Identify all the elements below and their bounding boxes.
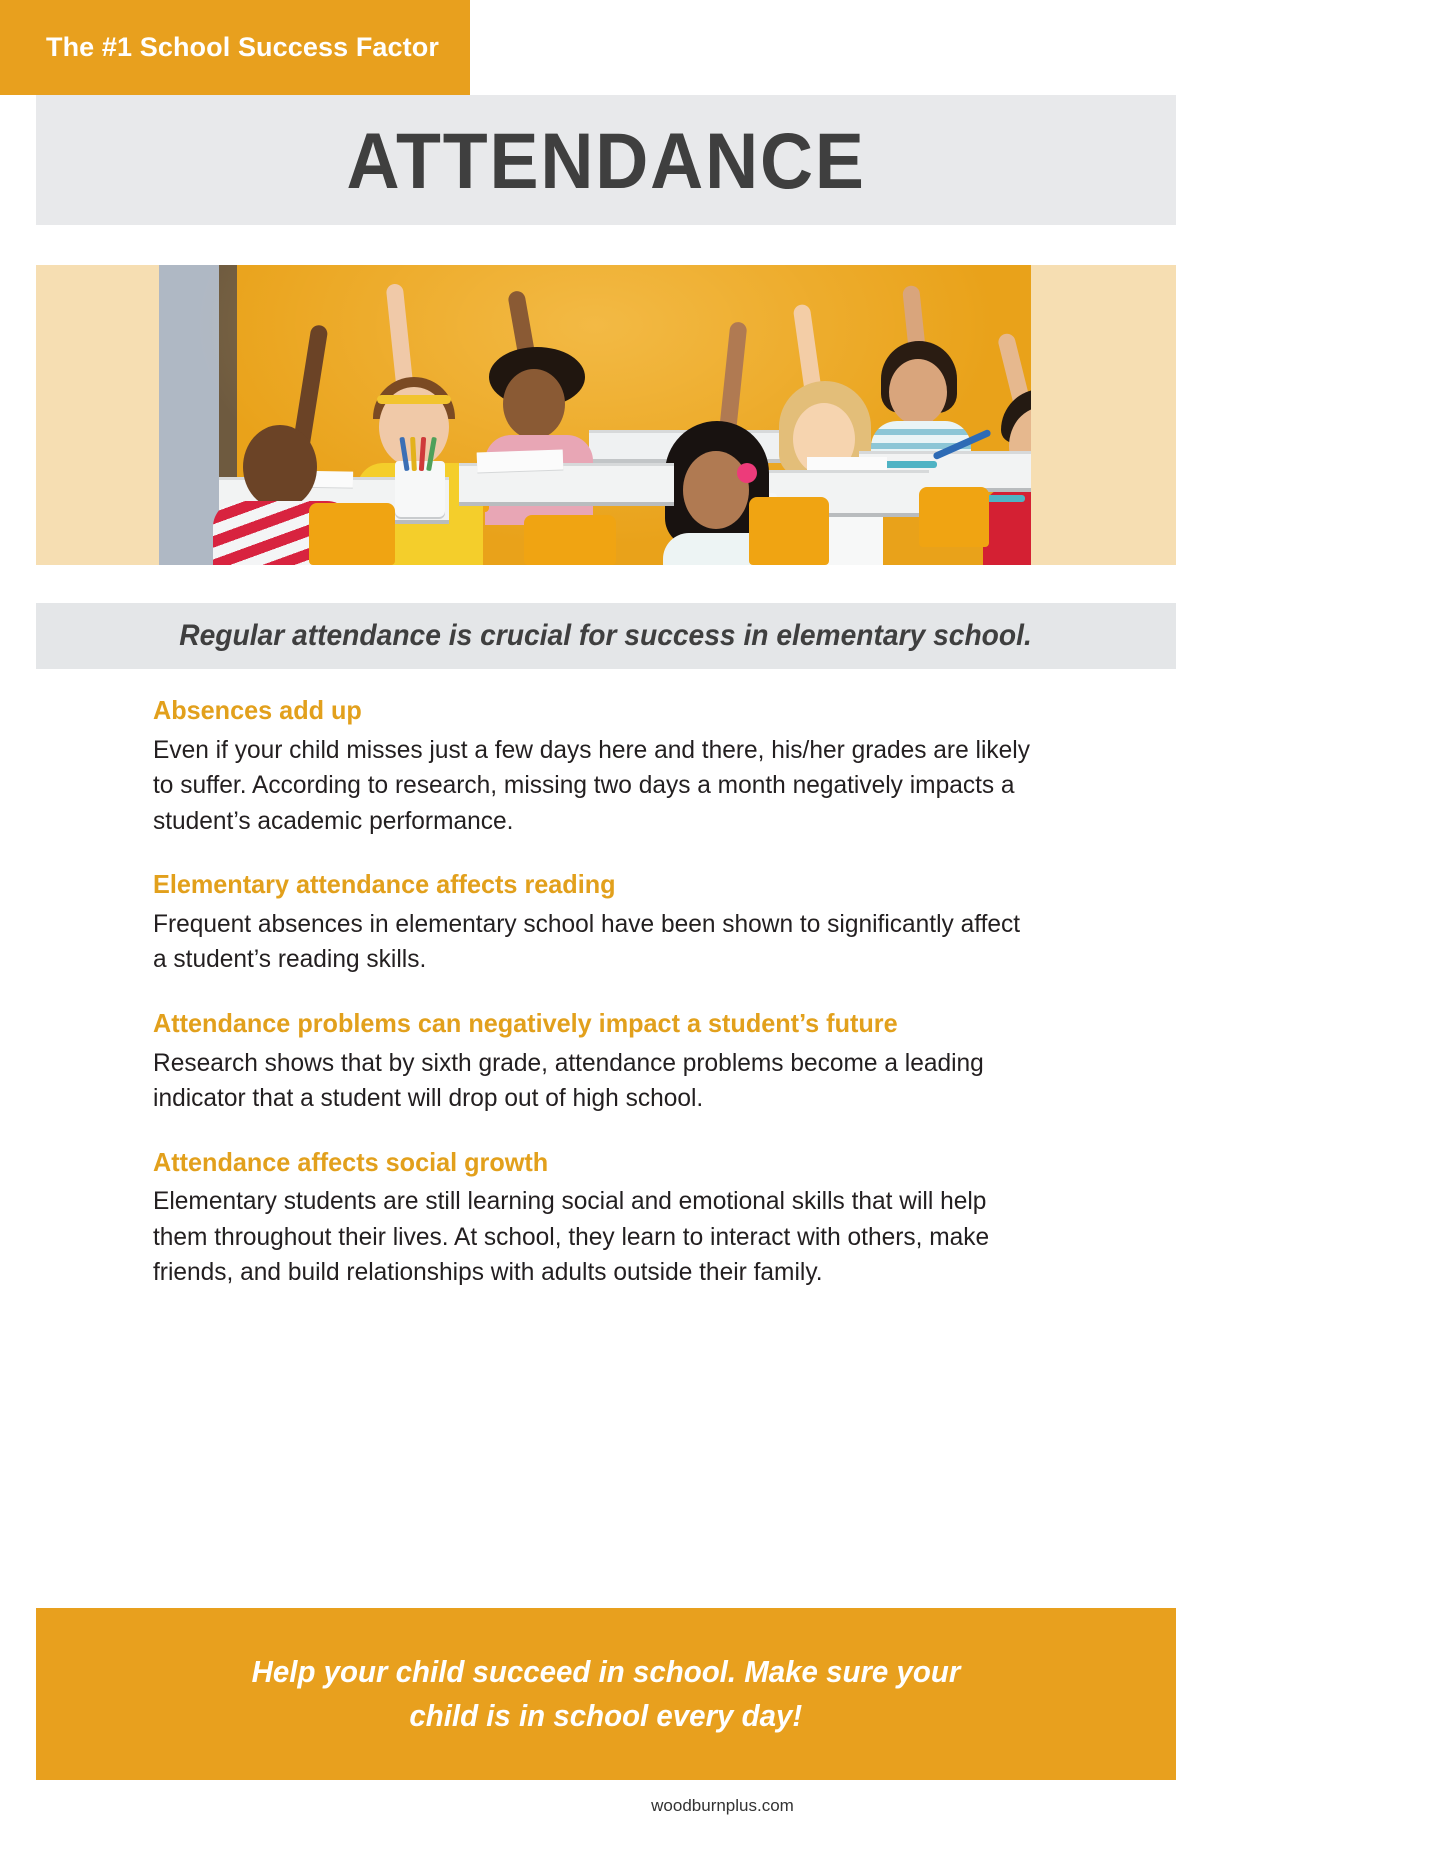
section-body: Even if your child misses just a few days here and there, his/her grades are likely to suffer. According to research, missing two days a month negatively impacts a student’s academic performance. (153, 735, 1030, 835)
section-body: Elementary students are still learning social and emotional skills that will help them throughout their lives. At school, they learn to interact with others, make friends, and build relationships with adults outside their family. (153, 1187, 990, 1287)
chair (749, 497, 829, 565)
content-section (153, 695, 1053, 839)
content-section (153, 1147, 1053, 1291)
page-title: ATTENDANCE (346, 115, 866, 205)
headband (377, 395, 451, 404)
body-content (153, 695, 1053, 1291)
hair-clip (737, 463, 757, 483)
site-url[interactable]: woodburnplus.com (651, 1796, 794, 1815)
head (503, 369, 565, 439)
section-heading: Elementary attendance affects reading (153, 869, 616, 900)
hero-photo-band (36, 265, 1176, 565)
call-to-action-banner (36, 1608, 1176, 1780)
eyebrow-label: The #1 School Success Factor (46, 32, 439, 62)
cta-line-2: child is in school every day! (409, 1698, 803, 1733)
section-body: Research shows that by sixth grade, attendance problems become a leading indicator that a student will drop out of high school. (153, 1048, 984, 1113)
head (243, 425, 317, 509)
chair (309, 503, 395, 565)
content-section (153, 1008, 1053, 1117)
pencil-cup (395, 461, 445, 517)
eyebrow-banner (0, 0, 470, 95)
subtitle-bar (36, 603, 1176, 669)
section-body: Frequent absences in elementary school have been shown to significantly affect a student’s reading skills. (153, 909, 1021, 974)
face (683, 451, 749, 529)
content-section (153, 869, 1053, 978)
classroom-photo (159, 265, 1031, 565)
section-heading: Attendance affects social growth (153, 1146, 549, 1177)
section-heading: Attendance problems can negatively impact a student’s future (153, 1007, 898, 1038)
subtitle-text: Regular attendance is crucial for success in elementary school. (179, 619, 1033, 652)
chair (919, 487, 989, 547)
paper (477, 450, 564, 473)
chair (524, 515, 616, 565)
cta-line-1: Help your child succeed in school. Make sure your (251, 1653, 961, 1689)
title-block (36, 95, 1176, 225)
section-heading: Absences add up (153, 695, 362, 725)
